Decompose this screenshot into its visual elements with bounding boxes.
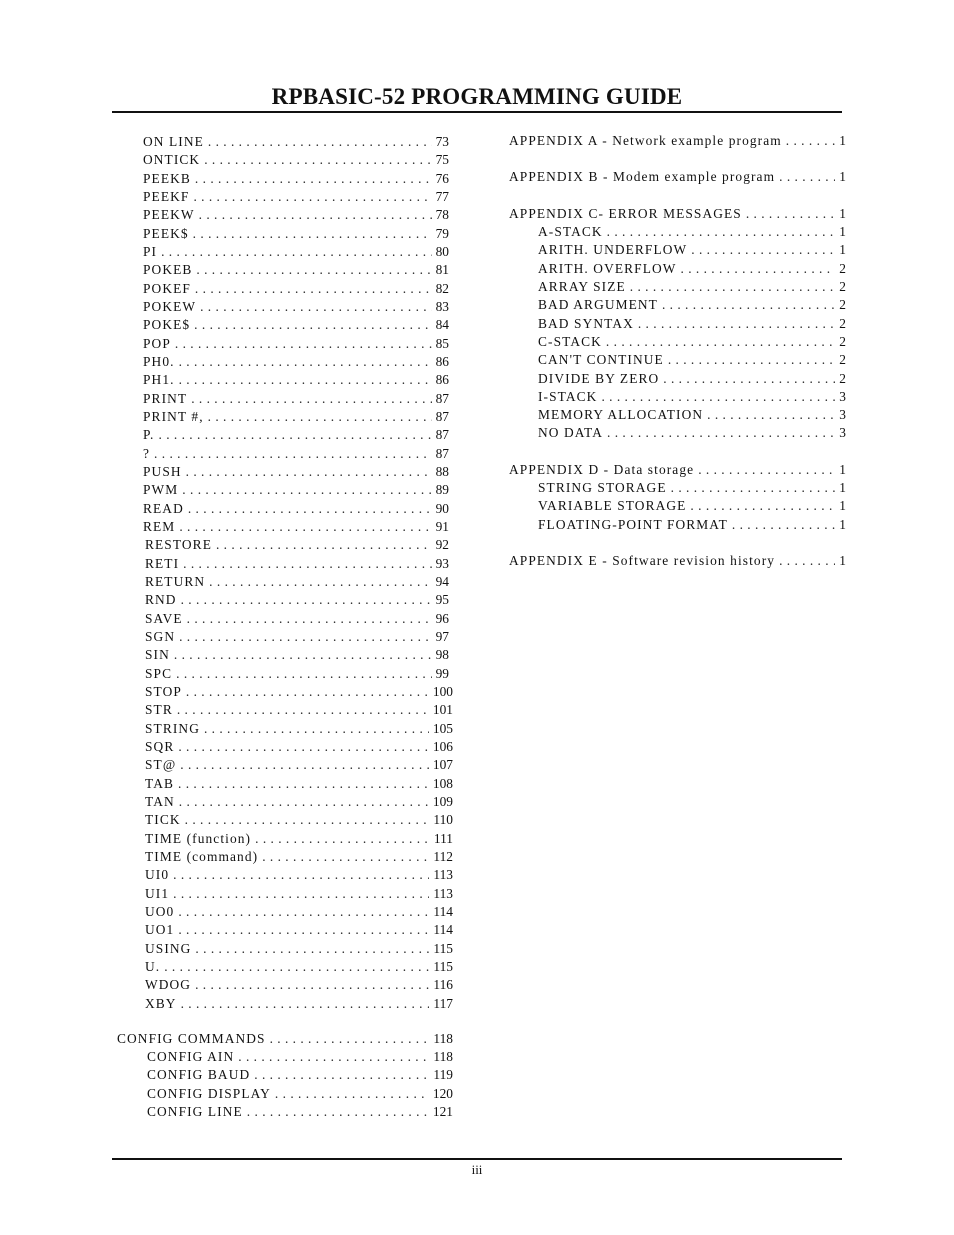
toc-entry-page: 89	[435, 482, 449, 497]
toc-entry-label: FLOATING-POINT FORMAT	[538, 517, 728, 532]
toc-entry-page: 87	[435, 391, 449, 406]
dot-leader	[178, 921, 429, 939]
toc-entry-label: CONFIG DISPLAY	[147, 1086, 271, 1101]
toc-entry-page: 98	[435, 647, 449, 662]
toc-entry-page: 1	[839, 498, 846, 513]
toc-entry	[145, 811, 453, 829]
dot-leader	[193, 188, 431, 206]
toc-entry	[143, 133, 449, 151]
toc-entry-page: 112	[433, 849, 453, 864]
toc-entry-label: VARIABLE STORAGE	[538, 498, 687, 513]
dot-leader	[662, 296, 835, 314]
toc-entry	[145, 720, 453, 738]
toc-entry-label: UI0	[145, 867, 170, 882]
toc-entry-page: 108	[432, 776, 453, 791]
dot-leader	[732, 516, 835, 534]
toc-entry	[538, 351, 846, 369]
toc-entry-label: SPC	[145, 666, 173, 681]
dot-leader	[199, 206, 432, 224]
dot-leader	[186, 463, 432, 481]
toc-entry-page: 80	[435, 244, 449, 259]
toc-entry	[145, 940, 453, 958]
toc-entry	[145, 610, 449, 628]
dot-leader	[208, 133, 432, 151]
toc-entry-label: PRINT #,	[143, 409, 204, 424]
toc-entry-page: 2	[839, 371, 846, 386]
toc-entry-page: 118	[433, 1031, 453, 1046]
toc-entry-page: 2	[839, 352, 846, 367]
toc-entry-label: PRINT	[143, 391, 188, 406]
toc-entry-label: APPENDIX D - Data storage	[509, 462, 695, 477]
toc-entry-label: I-STACK	[538, 389, 598, 404]
dot-leader	[164, 958, 429, 976]
toc-entry	[145, 573, 449, 591]
toc-entry-label: XBY	[145, 996, 177, 1011]
toc-entry-label: TAN	[145, 794, 175, 809]
footer-rule	[112, 1158, 842, 1160]
toc-entry-page: 94	[435, 574, 449, 589]
dot-leader	[630, 278, 836, 296]
toc-entry-page: 1	[839, 517, 846, 532]
toc-entry-label: RETI	[145, 556, 180, 571]
toc-entry	[145, 738, 453, 756]
toc-entry	[145, 555, 449, 573]
dot-leader	[663, 370, 835, 388]
toc-entry-page: 77	[435, 189, 449, 204]
toc-entry-page: 109	[432, 794, 453, 809]
dot-leader	[668, 351, 835, 369]
dot-leader	[691, 241, 835, 259]
toc-entry	[145, 701, 453, 719]
toc-entry	[143, 445, 449, 463]
toc-entry	[143, 518, 449, 536]
toc-entry	[538, 424, 846, 442]
page-number: iii	[471, 1162, 483, 1177]
dot-leader	[779, 168, 835, 186]
toc-entry	[509, 552, 846, 570]
toc-entry-label: SIN	[145, 647, 170, 662]
dot-leader	[178, 738, 429, 756]
toc-entry-label: PH0.	[143, 354, 175, 369]
toc-entry-page: 113	[433, 886, 453, 901]
toc-entry-label: TIME (function)	[145, 831, 252, 846]
toc-entry	[143, 426, 449, 444]
toc-entry	[147, 1048, 453, 1066]
toc-entry-page: 84	[435, 317, 449, 332]
dot-leader	[174, 646, 432, 664]
toc-entry-page: 87	[435, 446, 449, 461]
toc-entry-label: PEEKW	[143, 207, 195, 222]
dot-leader	[247, 1103, 429, 1121]
toc-entry	[143, 463, 449, 481]
toc-entry-label: CONFIG LINE	[147, 1104, 243, 1119]
toc-entry	[145, 775, 453, 793]
toc-entry-page: 92	[435, 537, 449, 552]
toc-entry-label: PEEKF	[143, 189, 190, 204]
toc-entry-page: 120	[432, 1086, 453, 1101]
toc-entry	[538, 241, 846, 259]
toc-entry-label: STR	[145, 702, 173, 717]
dot-leader	[638, 315, 835, 333]
toc-entry-label: POP	[143, 336, 171, 351]
toc-entry-page: 114	[433, 904, 453, 919]
toc-entry-page: 100	[432, 684, 453, 699]
dot-leader	[193, 225, 432, 243]
dot-leader	[183, 555, 431, 573]
dot-leader	[178, 903, 429, 921]
toc-entry	[509, 132, 846, 150]
dot-leader	[746, 205, 835, 223]
toc-entry-label: APPENDIX A - Network example program	[509, 133, 782, 148]
toc-entry-label: TICK	[145, 812, 181, 827]
toc-entry-page: 93	[435, 556, 449, 571]
toc-entry	[145, 683, 453, 701]
dot-leader	[601, 388, 835, 406]
dot-leader	[186, 683, 429, 701]
dot-leader	[195, 976, 429, 994]
toc-entry-page: 2	[839, 334, 846, 349]
toc-entry-label: PEEK$	[143, 226, 189, 241]
dot-leader	[179, 793, 429, 811]
toc-entry	[538, 223, 846, 241]
dot-leader	[173, 885, 429, 903]
toc-entry	[145, 995, 453, 1013]
dot-leader	[159, 426, 432, 444]
toc-entry	[145, 665, 449, 683]
toc-entry-label: CONFIG BAUD	[147, 1067, 251, 1082]
toc-entry-page: 75	[435, 152, 449, 167]
toc-entry-label: UI1	[145, 886, 170, 901]
toc-entry-page: 106	[432, 739, 453, 754]
toc-entry	[509, 168, 846, 186]
toc-entry-page: 121	[432, 1104, 453, 1119]
toc-entry	[143, 500, 449, 518]
toc-entry	[145, 793, 453, 811]
toc-entry	[143, 316, 449, 334]
toc-entry-page: 1	[839, 224, 846, 239]
toc-entry	[143, 481, 449, 499]
dot-leader	[179, 628, 432, 646]
toc-entry	[143, 188, 449, 206]
toc-entry-page: 1	[839, 462, 846, 477]
toc-entry-page: 1	[839, 169, 846, 184]
toc-entry-label: ARRAY SIZE	[538, 279, 626, 294]
dot-leader	[177, 701, 429, 719]
toc-entry-label: ST@	[145, 757, 177, 772]
dot-leader	[607, 424, 835, 442]
toc-entry-label: DIVIDE BY ZERO	[538, 371, 660, 386]
toc-entry-label: ON LINE	[143, 134, 204, 149]
dot-leader	[200, 298, 432, 316]
toc-entry-label: POKEB	[143, 262, 193, 277]
dot-leader	[681, 260, 836, 278]
dot-leader	[178, 775, 429, 793]
toc-entry-page: 2	[839, 316, 846, 331]
toc-entry	[538, 497, 846, 515]
dot-leader	[255, 830, 430, 848]
toc-entry-label: PWM	[143, 482, 179, 497]
dot-leader	[196, 261, 431, 279]
toc-entry	[538, 315, 846, 333]
toc-entry-label: APPENDIX C- ERROR MESSAGES	[509, 206, 742, 221]
toc-entry-page: 107	[432, 757, 453, 772]
toc-entry-label: APPENDIX E - Software revision history	[509, 553, 776, 568]
toc-entry-label: ARITH. UNDERFLOW	[538, 242, 688, 257]
toc-entry	[538, 479, 846, 497]
toc-entry	[145, 591, 449, 609]
toc-entry-page: 99	[435, 666, 449, 681]
toc-entry	[145, 976, 453, 994]
dot-leader	[786, 132, 836, 150]
toc-entry	[145, 885, 453, 903]
dot-leader	[204, 151, 431, 169]
dot-leader	[195, 940, 429, 958]
toc-entry-label: MEMORY ALLOCATION	[538, 407, 704, 422]
toc-entry-page: 1	[839, 206, 846, 221]
toc-entry	[509, 205, 846, 223]
toc-entry-label: STRING STORAGE	[538, 480, 667, 495]
dot-leader	[262, 848, 429, 866]
toc-entry-page: 105	[432, 721, 453, 736]
dot-leader	[671, 479, 836, 497]
toc-entry-label: PUSH	[143, 464, 182, 479]
toc-entry-label: ONTICK	[143, 152, 201, 167]
toc-entry-page: 1	[839, 553, 846, 568]
toc-entry	[147, 1085, 453, 1103]
dot-leader	[195, 280, 432, 298]
toc-entry-label: CAN'T CONTINUE	[538, 352, 664, 367]
dot-leader	[216, 536, 432, 554]
toc-entry	[143, 371, 449, 389]
toc-entry	[145, 921, 453, 939]
dot-leader	[698, 461, 835, 479]
toc-entry	[147, 1103, 453, 1121]
toc-entry	[143, 243, 449, 261]
toc-entry-label: POKEF	[143, 281, 191, 296]
toc-entry-page: 2	[839, 297, 846, 312]
toc-entry-page: 110	[433, 812, 453, 827]
toc-entry	[143, 298, 449, 316]
toc-entry	[538, 278, 846, 296]
toc-entry-label: POKEW	[143, 299, 197, 314]
dot-leader	[195, 170, 432, 188]
toc-entry	[145, 628, 449, 646]
dot-leader	[173, 866, 429, 884]
toc-entry-page: 116	[433, 977, 453, 992]
dot-leader	[175, 335, 432, 353]
dot-leader	[161, 243, 432, 261]
toc-entry-label: U.	[145, 959, 161, 974]
dot-leader	[187, 610, 432, 628]
toc-entry-page: 1	[839, 242, 846, 257]
toc-entry-page: 101	[432, 702, 453, 717]
dot-leader	[176, 665, 431, 683]
toc-entry-label: PEEKB	[143, 171, 191, 186]
toc-entry-label: PI	[143, 244, 158, 259]
toc-entry-page: 78	[435, 207, 449, 222]
toc-entry-label: CONFIG COMMANDS	[117, 1031, 266, 1046]
toc-entry	[143, 335, 449, 353]
toc-entry	[147, 1066, 453, 1084]
toc-entry	[145, 903, 453, 921]
toc-entry-page: 82	[435, 281, 449, 296]
toc-entry-page: 87	[435, 409, 449, 424]
toc-entry	[509, 461, 846, 479]
toc-entry	[145, 830, 453, 848]
toc-entry	[145, 848, 453, 866]
dot-leader	[606, 333, 835, 351]
dot-leader	[194, 316, 431, 334]
dot-leader	[185, 811, 430, 829]
toc-entry-label: ARITH. OVERFLOW	[538, 261, 677, 276]
toc-entry	[143, 408, 449, 426]
toc-entry	[143, 390, 449, 408]
toc-entry-page: 2	[839, 279, 846, 294]
toc-entry-page: 111	[433, 831, 453, 846]
toc-entry-label: A-STACK	[538, 224, 603, 239]
toc-entry-label: SAVE	[145, 611, 183, 626]
dot-leader	[181, 591, 432, 609]
toc-entry	[145, 646, 449, 664]
toc-entry-label: BAD SYNTAX	[538, 316, 634, 331]
toc-entry-page: 90	[435, 501, 449, 516]
toc-entry-page: 96	[435, 611, 449, 626]
toc-entry-label: P.	[143, 427, 155, 442]
dot-leader	[238, 1048, 429, 1066]
toc-entry	[538, 516, 846, 534]
toc-entry-label: RESTORE	[145, 537, 212, 552]
toc-entry-page: 73	[435, 134, 449, 149]
toc-entry-label: NO DATA	[538, 425, 604, 440]
dot-leader	[188, 500, 432, 518]
toc-entry-label: READ	[143, 501, 184, 516]
toc-entry-label: REM	[143, 519, 176, 534]
toc-entry-label: BAD ARGUMENT	[538, 297, 658, 312]
toc-entry-label: TAB	[145, 776, 175, 791]
toc-entry-page: 91	[435, 519, 449, 534]
dot-leader	[275, 1085, 429, 1103]
toc-entry	[145, 958, 453, 976]
toc-entry-page: 95	[435, 592, 449, 607]
toc-entry-label: TIME (command)	[145, 849, 259, 864]
toc-entry-label: CONFIG AIN	[147, 1049, 235, 1064]
toc-entry	[538, 388, 846, 406]
toc-entry	[538, 370, 846, 388]
toc-entry-label: RETURN	[145, 574, 206, 589]
dot-leader	[154, 445, 432, 463]
dot-leader	[181, 995, 430, 1013]
toc-entry-page: 76	[435, 171, 449, 186]
toc-entry-page: 114	[433, 922, 453, 937]
page-title: RPBASIC-52 PROGRAMMING GUIDE	[271, 84, 683, 109]
toc-entry-page: 83	[435, 299, 449, 314]
toc-entry-page: 3	[839, 407, 846, 422]
toc-entry-label: ?	[143, 446, 151, 461]
dot-leader	[270, 1030, 430, 1048]
toc-entry	[143, 170, 449, 188]
toc-entry-page: 3	[839, 425, 846, 440]
dot-leader	[179, 353, 432, 371]
toc-entry-label: POKE$	[143, 317, 191, 332]
toc-entry-page: 113	[433, 867, 453, 882]
toc-entry	[143, 280, 449, 298]
toc-entry-page: 97	[435, 629, 449, 644]
dot-leader	[179, 371, 432, 389]
dot-leader	[707, 406, 835, 424]
toc-entry-page: 117	[433, 996, 453, 1011]
toc-entry	[143, 225, 449, 243]
toc-entry-label: WDOG	[145, 977, 192, 992]
toc-entry-page: 87	[435, 427, 449, 442]
toc-entry-label: UO1	[145, 922, 175, 937]
toc-entry-page: 85	[435, 336, 449, 351]
toc-entry	[143, 261, 449, 279]
toc-entry-page: 86	[435, 354, 449, 369]
toc-entry-label: RND	[145, 592, 177, 607]
toc-entry	[143, 206, 449, 224]
toc-entry-page: 88	[435, 464, 449, 479]
toc-entry-page: 2	[839, 261, 846, 276]
toc-entry-page: 81	[435, 262, 449, 277]
toc-entry-label: PH1.	[143, 372, 175, 387]
toc-entry	[538, 260, 846, 278]
toc-entry-label: STRING	[145, 721, 200, 736]
toc-entry-page: 1	[839, 480, 846, 495]
toc-entry	[145, 756, 453, 774]
dot-leader	[179, 518, 431, 536]
dot-leader	[191, 390, 431, 408]
dot-leader	[779, 552, 835, 570]
toc-entry-page: 115	[433, 959, 453, 974]
dot-leader	[182, 481, 431, 499]
toc-entry-page: 3	[839, 389, 846, 404]
toc-entry-label: SQR	[145, 739, 175, 754]
toc-entry	[538, 406, 846, 424]
dot-leader	[180, 756, 429, 774]
toc-entry-label: C-STACK	[538, 334, 602, 349]
dot-leader	[209, 573, 431, 591]
toc-entry-label: USING	[145, 941, 192, 956]
toc-entry-page: 118	[433, 1049, 453, 1064]
header-rule	[112, 111, 842, 113]
toc-entry	[538, 296, 846, 314]
dot-leader	[254, 1066, 429, 1084]
dot-leader	[204, 720, 429, 738]
toc-entry	[538, 333, 846, 351]
toc-entry	[117, 1030, 453, 1048]
toc-entry	[145, 536, 449, 554]
toc-entry-label: APPENDIX B - Modem example program	[509, 169, 776, 184]
toc-entry	[143, 151, 449, 169]
toc-entry-page: 115	[433, 941, 453, 956]
toc-entry-label: STOP	[145, 684, 182, 699]
toc-entry-page: 1	[839, 133, 846, 148]
toc-entry-label: UO0	[145, 904, 175, 919]
dot-leader	[690, 497, 835, 515]
toc-entry-label: SGN	[145, 629, 176, 644]
toc-entry-page: 119	[433, 1067, 453, 1082]
dot-leader	[607, 223, 836, 241]
toc-entry	[145, 866, 453, 884]
toc-entry	[143, 353, 449, 371]
toc-entry-page: 79	[435, 226, 449, 241]
dot-leader	[208, 408, 432, 426]
toc-entry-page: 86	[435, 372, 449, 387]
